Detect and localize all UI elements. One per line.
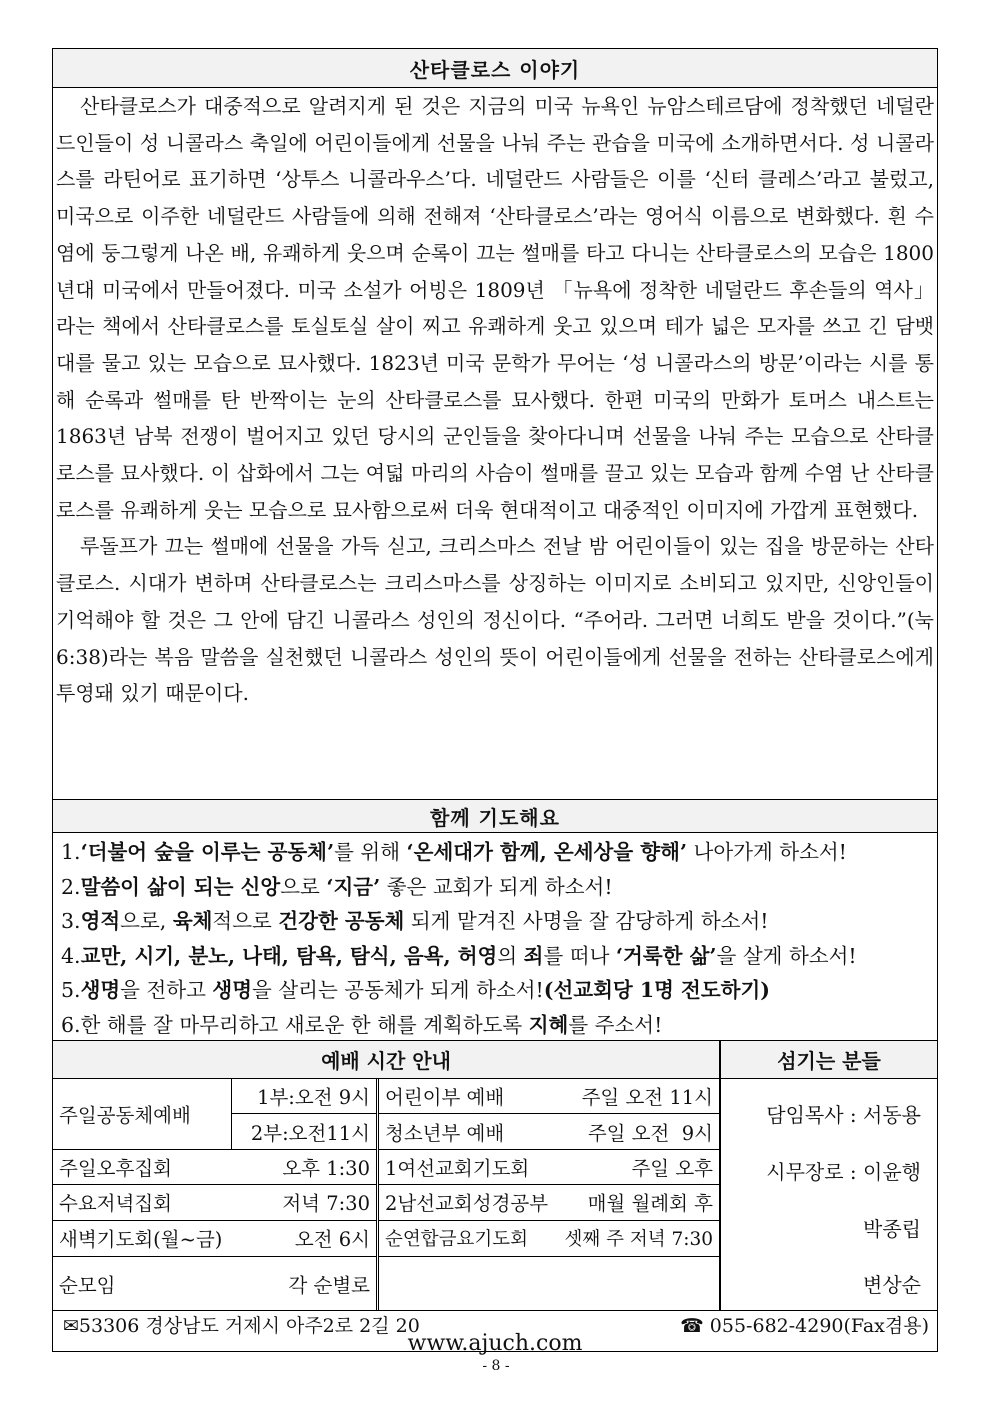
service-time: 주일 오전 9시	[587, 1121, 713, 1145]
service-name: 청소년부 예배	[385, 1121, 505, 1145]
prayer-item	[61, 870, 929, 905]
prayer-text: 6.한 해를 잘 마무리하고 새로운 한 해를 계획하도록	[61, 1012, 529, 1037]
prayer-emphasis: ‘거룩한 삶’	[615, 943, 717, 968]
story-body	[53, 88, 937, 800]
prayer-text: 3.	[61, 909, 81, 934]
prayer-item	[61, 1008, 929, 1043]
service-time: 저녁 7:30	[282, 1192, 370, 1215]
prayer-text: 나아가게 하소서!	[687, 840, 847, 864]
service-name: 주일오후집회	[59, 1156, 173, 1180]
info-section	[53, 1041, 937, 1311]
service-name: 순연합금요기도회	[385, 1229, 528, 1250]
prayer-emphasis: 영적	[80, 909, 121, 934]
service-name: 2남선교회성경공부	[385, 1192, 549, 1215]
prayer-text: 좋은 교회가 되게 하소서!	[380, 874, 613, 899]
phone-text: 055-682-4290(Fax겸용)	[709, 1315, 929, 1337]
prayer-item	[61, 973, 929, 1008]
schedule-row	[379, 1184, 719, 1220]
prayer-text: 으로	[280, 874, 327, 899]
schedule-row	[53, 1256, 376, 1311]
schedule-row	[53, 1149, 376, 1184]
prayer-emphasis: ‘더불어 숲을 이루는 공동체’	[80, 840, 335, 864]
service-time: 주일 오전 11시	[581, 1085, 713, 1109]
footer	[53, 1311, 937, 1356]
service-name: 새벽기도회(월~금)	[59, 1228, 223, 1251]
servers-title: 섬기는 분들	[721, 1041, 937, 1079]
service-time: 1부:오전 9시	[257, 1085, 370, 1109]
schedule-row	[379, 1078, 719, 1113]
prayer-emphasis: 교만, 시기, 분노, 나태, 탐욕, 탐식, 음욕, 허영	[80, 943, 498, 968]
website-link[interactable]: www.ajuch.com	[407, 1331, 583, 1356]
service-time: 셋째 주 저녁 7:30	[564, 1229, 713, 1250]
service-name: 순모임	[59, 1273, 116, 1297]
prayer-emphasis: 죄	[523, 943, 544, 968]
service-time: 오전 6시	[294, 1228, 370, 1251]
prayer-emphasis: 지혜	[528, 1012, 569, 1037]
prayer-text: 를 주소서!	[568, 1012, 663, 1037]
prayer-text: 4.	[61, 943, 81, 968]
prayer-emphasis: 말씀이 삶이 되는 신앙	[80, 874, 281, 899]
service-name: 어린이부 예배	[385, 1085, 505, 1109]
service-time: 각 순별로	[288, 1273, 370, 1297]
sunday-service-name: 주일공동체예배	[59, 1104, 191, 1127]
story-title: 산타클로스 이야기	[53, 49, 937, 88]
elder-name-3: 변상순	[863, 1273, 921, 1297]
service-name: 1여선교회기도회	[385, 1156, 530, 1180]
story-paragraph-1: 산타클로스가 대중적으로 알려지게 된 것은 지금의 미국 뉴욕인 뉴암스테르담에 정착했던 네덜란드인들이 성 니콜라스 축일에 어린이들에게 선물을 나눠 주는 관습을 미국에 소개하면서다. 성 니콜라스를 라틴어로 표기하면 ‘상투스 니콜라우스’다. 네덜란드 사람들은 이를 ‘신터 클레스’라고 불렀고, 미국으로 이주한 네덜란드 사람들에 의해 전해져 ‘산타클로스’라는 영어식 이름으로 변화했다. 흰 수염에 둥그렇게 나온 배, 유쾌하게 웃으며 순록이 끄는 썰매를 타고 다니는 산타클로스의 모습은 1800년대 미국에서 만들어졌다. 미국 소설가 어빙은 1809년 「뉴욕에 정착한 네덜란드 후손들의 역사」라는 책에서 산타클로스를 토실토실 살이 찌고 유쾌하게 웃고 있으며 테가 넓은 모자를 쓰고 긴 담뱃대를 물고 있는 모습으로 묘사했다. 1823년 미국 문학가 무어는 ‘성 니콜라스의 방문’이라는 시를 통해 순록과 썰매를 탄 반짝이는 눈의 산타클로스를 묘사했다. 한편 미국의 만화가 토머스 내스트는 1863년 남북 전쟁이 벌어지고 있던 당시의 군인들을 찾아다니며 선물을 나눠 주는 모습으로 산타클로스를 묘사했다. 이 삽화에서 그는 여덟 마리의 사슴이 썰매를 끌고 있는 모습과 함께 수염 난 산타클로스를 유쾌하게 웃는 모습으로 묘사함으로써 더욱 현대적이고 대중적인 이미지에 가깝게 표현했다.	[56, 94, 934, 522]
sunday-service-1	[231, 1078, 376, 1113]
prayer-emphasis: 건강한 공동체	[278, 909, 405, 934]
prayer-text: 을 살리는 공동체가 되게 하소서!	[252, 978, 544, 1003]
prayer-text: 를 위해	[334, 840, 407, 864]
prayer-text: 되게 맡겨진 사명을 잘 감당하게 하소서!	[404, 909, 769, 934]
prayer-text: 를 떠나	[543, 943, 616, 968]
prayer-emphasis: 생명	[212, 978, 253, 1003]
prayer-emphasis: 육체	[172, 909, 213, 934]
bulletin-page-frame	[52, 48, 938, 1356]
prayer-item	[61, 835, 929, 870]
service-time: 2부:오전11시	[250, 1121, 370, 1145]
prayer-text: 5.	[61, 978, 81, 1003]
prayer-title: 함께 기도해요	[53, 800, 937, 833]
schedule-row	[379, 1220, 719, 1256]
schedule-row	[53, 1220, 376, 1256]
prayer-item	[61, 904, 929, 939]
service-time: 오후 1:30	[282, 1156, 370, 1180]
elder-name: 시무장로 : 이윤행	[766, 1160, 921, 1184]
schedule-table	[53, 1041, 721, 1310]
prayer-emphasis: 생명	[80, 978, 121, 1003]
schedule-row	[53, 1184, 376, 1220]
prayer-text: 1.	[61, 840, 81, 864]
prayer-text: 을 전하고	[120, 978, 213, 1003]
envelope-icon: ✉	[63, 1315, 79, 1337]
schedule-title: 예배 시간 안내	[53, 1041, 719, 1079]
prayer-emphasis: ‘온세대가 함께, 온세상을 향해’	[406, 840, 688, 864]
servers-panel	[721, 1041, 937, 1310]
sunday-service-label	[53, 1078, 231, 1150]
prayer-list	[53, 833, 937, 1041]
service-name: 수요저녁집회	[59, 1192, 173, 1215]
prayer-item	[61, 939, 929, 974]
elder-name-2: 박종립	[863, 1217, 921, 1241]
address-text: 53306 경상남도 거제시 아주2로 2길 20	[78, 1315, 420, 1337]
prayer-text: 적으로	[212, 909, 279, 934]
service-time: 주일 오후	[631, 1156, 713, 1180]
telephone-icon: ☎	[680, 1315, 704, 1337]
schedule-row	[379, 1149, 719, 1184]
service-time: 매월 월례회 후	[587, 1192, 713, 1215]
schedule-row	[379, 1114, 719, 1149]
page-number: - 8 -	[482, 1358, 510, 1374]
prayer-text: 을 살게 하소서!	[716, 943, 857, 968]
story-paragraph-2: 루돌프가 끄는 썰매에 선물을 가득 싣고, 크리스마스 전날 밤 어린이들이 있는 집을 방문하는 산타클로스. 시대가 변하며 산타클로스는 크리스마스를 상징하는 이미지로 소비되고 있지만, 신앙인들이 기억해야 할 것은 그 안에 담긴 니콜라스 성인의 정신이다. “주어라. 그러면 너희도 받을 것이다.”(눅6:38)라는 복음 말씀을 실천했던 니콜라스 성인의 뜻이 어린이들에게 선물을 전하는 산타클로스에게 투영돼 있기 때문이다.	[56, 534, 934, 706]
prayer-text: 의	[497, 943, 524, 968]
pastor-name: 담임목사 : 서동용	[766, 1103, 921, 1127]
prayer-text: 으로,	[120, 909, 173, 934]
prayer-text: 2.	[61, 874, 81, 899]
prayer-emphasis: ‘지금’	[326, 874, 381, 899]
prayer-emphasis: (선교회당 1명 전도하기)	[543, 978, 770, 1003]
sunday-service-2	[231, 1114, 376, 1149]
